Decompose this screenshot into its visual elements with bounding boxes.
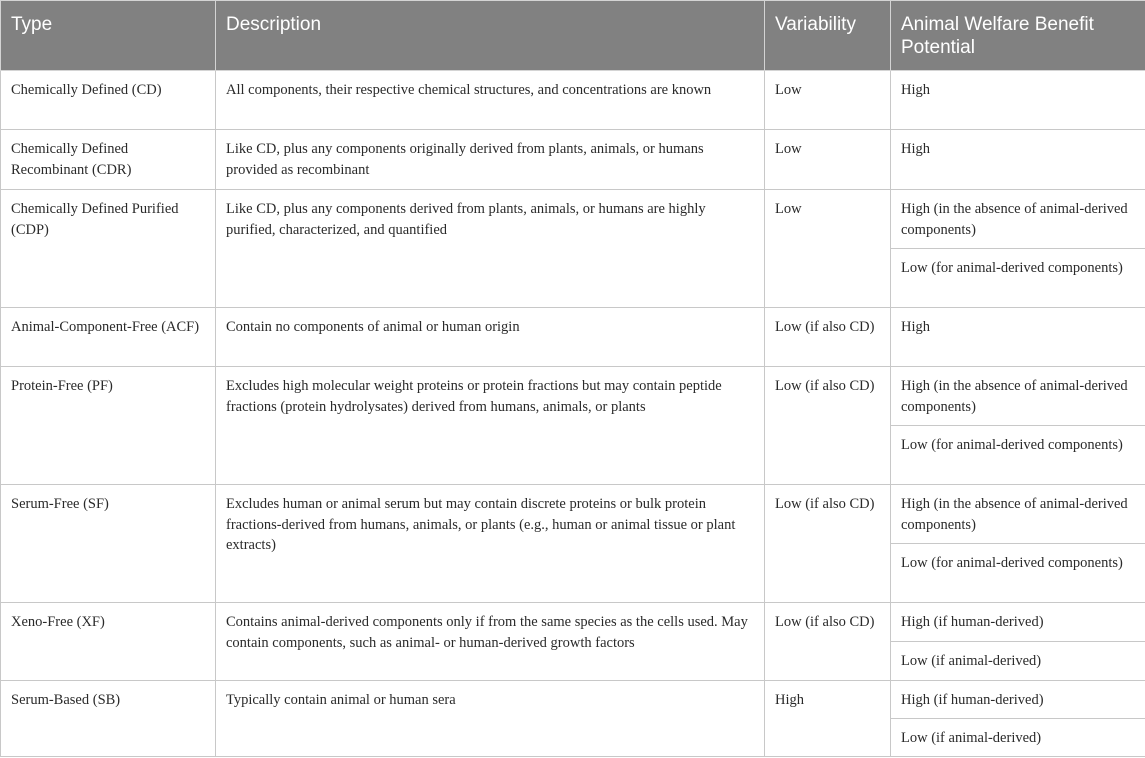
table-row [1,367,1145,426]
description-cell: Typically contain animal or human sera [216,681,765,757]
description-cell: Contains animal-derived components only if from the same species as the cells used. May contain components, such as animal- or human-derived growth factors [216,603,765,681]
benefit-cell: Low (for animal-derived components) [891,544,1145,603]
variability-cell: High [765,681,891,757]
benefit-cell: Low (for animal-derived components) [891,249,1145,308]
benefit-cell: Low (if animal-derived) [891,719,1145,757]
benefit-cell: High (in the absence of animal-derived components) [891,485,1145,544]
benefit-cell: High (in the absence of animal-derived components) [891,367,1145,426]
benefit-cell: Low (for animal-derived components) [891,426,1145,485]
type-cell: Chemically Defined Purified (CDP) [1,190,216,308]
benefit-cell: Low (if animal-derived) [891,642,1145,681]
benefit-cell: High [891,308,1145,367]
description-cell: Excludes high molecular weight proteins or protein fractions but may contain peptide fractions (protein hydrolysates) derived from humans, animals, or plants [216,367,765,485]
description-cell: Like CD, plus any components derived from plants, animals, or humans are highly purified, characterized, and quantified [216,190,765,308]
table-row [1,190,1145,249]
benefit-cell: High (if human-derived) [891,681,1145,719]
variability-cell: Low [765,71,891,130]
variability-cell: Low (if also CD) [765,308,891,367]
header-description: Description [216,1,765,71]
variability-cell: Low (if also CD) [765,603,891,681]
description-cell: Like CD, plus any components originally derived from plants, animals, or humans provided as recombinant [216,130,765,190]
type-cell: Chemically Defined (CD) [1,71,216,130]
benefit-cell: High [891,71,1145,130]
benefit-cell: High (in the absence of animal-derived components) [891,190,1145,249]
table-row [1,71,1145,130]
table-row [1,681,1145,719]
variability-cell: Low (if also CD) [765,367,891,485]
table-row [1,130,1145,190]
variability-cell: Low [765,130,891,190]
type-cell: Xeno-Free (XF) [1,603,216,681]
type-cell: Chemically Defined Recombinant (CDR) [1,130,216,190]
header-row [1,1,1145,71]
type-cell: Serum-Free (SF) [1,485,216,603]
header-variability: Variability [765,1,891,71]
description-cell: All components, their respective chemical structures, and concentrations are known [216,71,765,130]
variability-cell: Low (if also CD) [765,485,891,603]
table-row [1,308,1145,367]
type-cell: Serum-Based (SB) [1,681,216,757]
table-row [1,603,1145,642]
type-cell: Protein-Free (PF) [1,367,216,485]
benefit-cell: High [891,130,1145,190]
variability-cell: Low [765,190,891,308]
header-benefit: Animal Welfare Benefit Potential [891,1,1145,71]
table-row [1,485,1145,544]
benefit-cell: High (if human-derived) [891,603,1145,642]
description-cell: Contain no components of animal or human origin [216,308,765,367]
header-type: Type [1,1,216,71]
description-cell: Excludes human or animal serum but may contain discrete proteins or bulk protein fractions-derived from humans, animals, or plants (e.g., human or animal tissue or plant extracts) [216,485,765,603]
type-cell: Animal-Component-Free (ACF) [1,308,216,367]
